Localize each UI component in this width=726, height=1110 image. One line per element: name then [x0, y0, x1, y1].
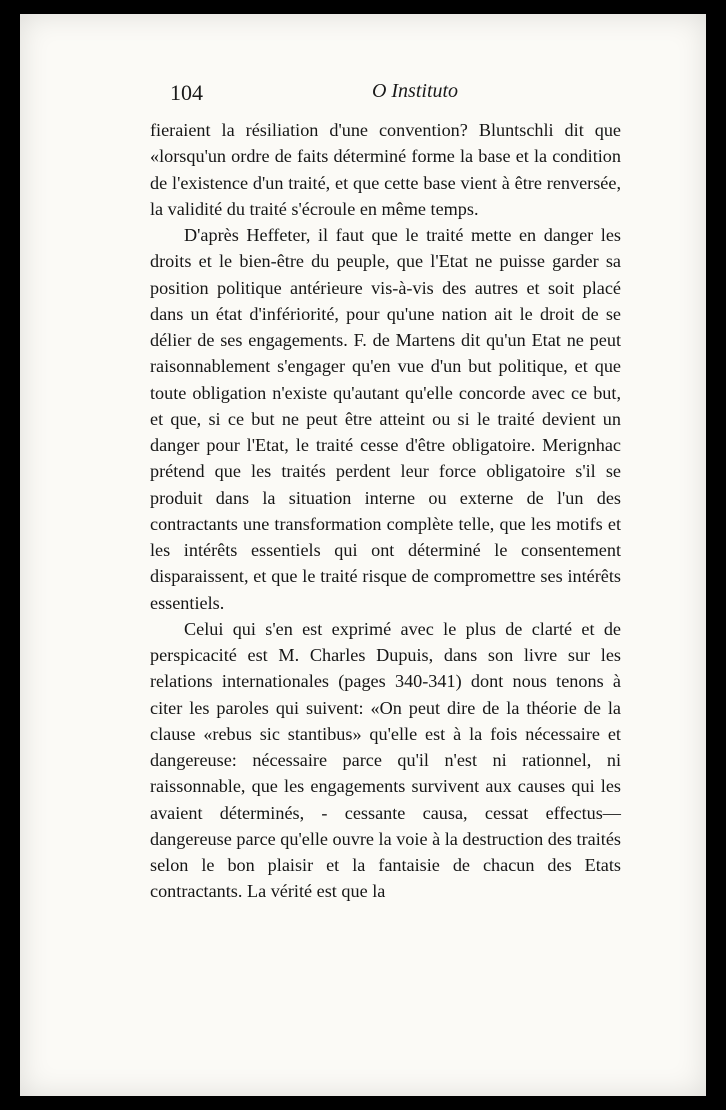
- body-text: [150, 117, 621, 905]
- running-title: O Instituto: [371, 80, 459, 102]
- paragraph-2: D'après Heffeter, il faut que le traité mette en danger les droits et le bien-être du peuple, que l'Etat ne puisse garder sa position politique antérieure vis-à-vis des autres et soit placé dans un état d'infériorité, pour qu'une nation ait le droit de se délier de ses engagements. F. de Martens dit qu'un Etat ne peut raisonnablement s'engager qu'en vue d'un but politique, et que toute obligation n'existe qu'autant qu'elle concorde avec ce but, et que, si ce but ne peut être atteint ou si le traité devient un danger pour l'Etat, le traité cesse d'être obligatoire. Merignhac prétend que les traités perdent leur force obligatoire s'il se produit dans la situation interne ou externe de l'un des contractants une transformation complète telle, que les motifs et les intérêts essentiels qui ont déterminé le consentement disparaissent, et que le traité risque de compromettre ses intérêts essentiels.: [150, 225, 621, 613]
- paragraph-1: fieraient la résiliation d'une convention? Bluntschli dit que «lorsqu'un ordre de faits déterminé forme la base et la condition de l'existence d'un traité, et que cette base vient à être renversée, la validité du traité s'écroule en même temps.: [150, 120, 621, 219]
- paragraph-3: Celui qui s'en est exprimé avec le plus de clarté et de perspicacité est M. Charles Dupuis, dans son livre sur les relations internationales (pages 340-341) dont nous tenons à citer les paroles qui suivent: «On peut dire de la théorie de la clause «rebus sic stantibus» qu'elle est à la fois nécessaire et dangereuse: nécessaire parce qu'il n'est ni rationnel, ni raissonnable, que les engagements survivent aux causes qui les avaient déterminés, - cessante causa, cessat effectus—dangereuse parce qu'elle ouvre la voie à la destruction des traités selon le bon plaisir et la fantaisie de chacun des Etats contractants. La vérité est que la: [150, 618, 621, 902]
- page-header: [170, 80, 660, 110]
- page-number: 104: [170, 80, 203, 105]
